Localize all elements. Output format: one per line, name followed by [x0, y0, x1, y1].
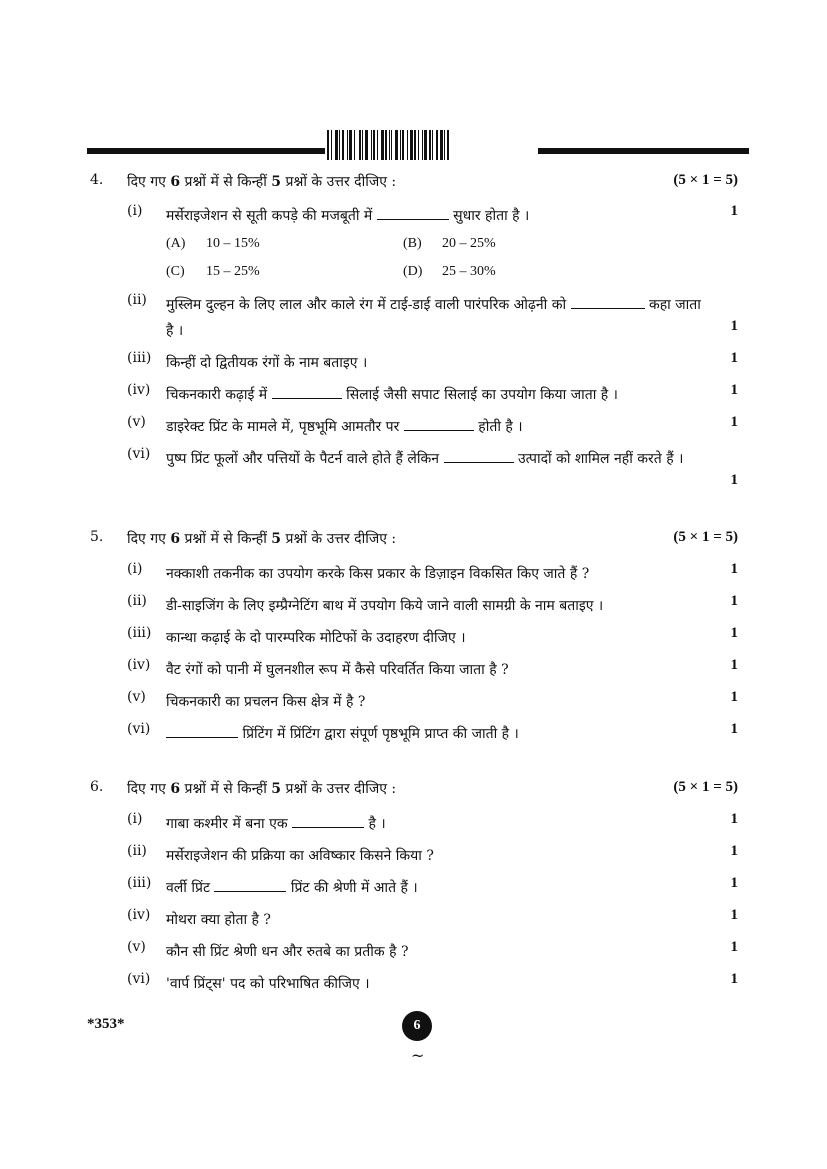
item-number: (iii)	[127, 350, 152, 366]
item-mark: 1	[730, 561, 738, 577]
item-number: (ii)	[127, 593, 147, 609]
question-header	[0, 779, 827, 807]
page-number: 6	[402, 1011, 432, 1041]
item-text: कौन सी प्रिंट श्रेणी धन और रुतबे का प्रतीक है ?	[166, 944, 409, 960]
item-text: मुस्लिम दुल्हन के लिए लाल और काले रंग में टाई-डाई वाली पारंपरिक ओढ़नी को कहा जाता है ।	[166, 297, 701, 339]
page-tilde: ~	[411, 1046, 425, 1065]
item-number: (ii)	[127, 292, 147, 308]
item-number: (v)	[127, 939, 146, 955]
item-mark: 1	[730, 203, 738, 219]
question-number: 5.	[90, 529, 104, 545]
item-text: मोथरा क्या होता है ?	[166, 912, 271, 928]
item-text: गाबा कश्मीर में बना एक है ।	[166, 816, 386, 832]
item-text: मर्सेराइजेशन से सूती कपड़े की मजबूती में सुधार होता है ।	[166, 208, 530, 224]
option-d-value: 25 – 30%	[442, 264, 496, 279]
question-instruction: दिए गए 6 प्रश्नों में से किन्हीं 5 प्रश्नों के उत्तर दीजिए :	[127, 781, 397, 797]
answer-blank	[292, 815, 364, 828]
item-number: (iv)	[127, 382, 151, 398]
option-a-value: 10 – 15%	[206, 236, 260, 251]
item-mark: 1	[730, 721, 738, 737]
item-number: (iv)	[127, 907, 151, 923]
answer-blank	[214, 879, 286, 892]
answer-blank	[404, 418, 474, 431]
answer-blank	[571, 296, 645, 309]
answer-blank	[444, 450, 514, 463]
item-text: डाइरेक्ट प्रिंट के मामले में, पृष्ठभूमि आमतौर पर होती है ।	[166, 419, 523, 435]
question-marks: (5 × 1 = 5)	[673, 172, 738, 188]
item-text: प्रिंटिंग में प्रिंटिंग द्वारा संपूर्ण पृष्ठभूमि प्राप्त की जाती है ।	[166, 721, 711, 747]
item-mark: 1	[730, 843, 738, 859]
item-text: मर्सेराइजेशन की प्रक्रिया का अविष्कार किसने किया ?	[166, 848, 434, 864]
item-mark: 1	[730, 811, 738, 827]
item-number: (vi)	[127, 721, 151, 737]
item-number: (iv)	[127, 657, 151, 673]
question-instruction: दिए गए 6 प्रश्नों में से किन्हीं 5 प्रश्नों के उत्तर दीजिए :	[127, 531, 397, 547]
item-mark: 1	[730, 625, 738, 641]
option-d-label: (D)	[403, 264, 423, 279]
answer-blank	[377, 207, 449, 220]
question-header	[0, 172, 827, 200]
question-number: 4.	[90, 172, 104, 188]
option-b-value: 20 – 25%	[442, 236, 496, 251]
item-number: (vi)	[127, 446, 151, 462]
question-4	[0, 172, 827, 200]
question-6	[0, 779, 827, 807]
answer-blank	[166, 725, 238, 738]
item-mark: 1	[730, 657, 738, 673]
item-text: वैट रंगों को पानी में घुलनशील रूप में कैसे परिवर्तित किया जाता है ?	[166, 662, 509, 678]
option-c-label: (C)	[166, 264, 185, 279]
header-rule-left	[87, 148, 325, 154]
question-5	[0, 529, 827, 557]
item-number: (ii)	[127, 843, 147, 859]
question-marks: (5 × 1 = 5)	[673, 779, 738, 795]
item-text: डी-साइजिंग के लिए इम्प्रैग्नेटिंग बाथ में उपयोग किये जाने वाली सामग्री के नाम बताइए ।	[166, 598, 604, 614]
header-rule-right	[538, 148, 749, 154]
item-number: (v)	[127, 414, 146, 430]
item-mark: 1	[730, 689, 738, 705]
question-instruction: दिए गए 6 प्रश्नों में से किन्हीं 5 प्रश्नों के उत्तर दीजिए :	[127, 174, 397, 190]
item-number: (vi)	[127, 971, 151, 987]
item-mark: 1	[730, 593, 738, 609]
item-text: 'वार्प प्रिंट्स' पद को परिभाषित कीजिए ।	[166, 976, 370, 992]
item-text: चिकनकारी कढ़ाई में सिलाई जैसी सपाट सिलाई का उपयोग किया जाता है ।	[166, 387, 618, 403]
item-mark: 1	[730, 472, 738, 488]
answer-blank	[272, 386, 342, 399]
item-text: चिकनकारी का प्रचलन किस क्षेत्र में है ?	[166, 694, 366, 710]
paper-code: *353*	[87, 1016, 125, 1032]
item-mark: 1	[730, 414, 738, 430]
item-text: कान्था कढ़ाई के दो पारम्परिक मोटिफों के उदाहरण दीजिए ।	[166, 630, 466, 646]
item-mark: 1	[730, 382, 738, 398]
item-number: (iii)	[127, 625, 152, 641]
question-header	[0, 529, 827, 557]
item-mark: 1	[730, 350, 738, 366]
question-number: 6.	[90, 779, 104, 795]
item-text: नक्काशी तकनीक का उपयोग करके किस प्रकार के डिज़ाइन विकसित किए जाते हैं ?	[166, 566, 590, 582]
option-b-label: (B)	[403, 236, 422, 251]
item-mark: 1	[730, 939, 738, 955]
item-text: किन्हीं दो द्वितीयक रंगों के नाम बताइए ।	[166, 355, 368, 371]
item-text: वर्ली प्रिंट प्रिंट की श्रेणी में आते हैं ।	[166, 880, 418, 896]
option-a-label: (A)	[166, 236, 186, 251]
item-number: (i)	[127, 811, 143, 827]
item-mark: 1	[730, 875, 738, 891]
item-number: (i)	[127, 203, 143, 219]
item-mark: 1	[730, 318, 738, 334]
item-text: पुष्प प्रिंट फूलों और पत्तियों के पैटर्न वाले होते हैं लेकिन उत्पादों को शामिल नहीं करते हैं ।	[166, 451, 684, 467]
item-mark: 1	[730, 971, 738, 987]
item-number: (v)	[127, 689, 146, 705]
item-mark: 1	[730, 907, 738, 923]
question-marks: (5 × 1 = 5)	[673, 529, 738, 545]
item-number: (iii)	[127, 875, 152, 891]
item-number: (i)	[127, 561, 143, 577]
option-c-value: 15 – 25%	[206, 264, 260, 279]
barcode	[327, 130, 497, 160]
